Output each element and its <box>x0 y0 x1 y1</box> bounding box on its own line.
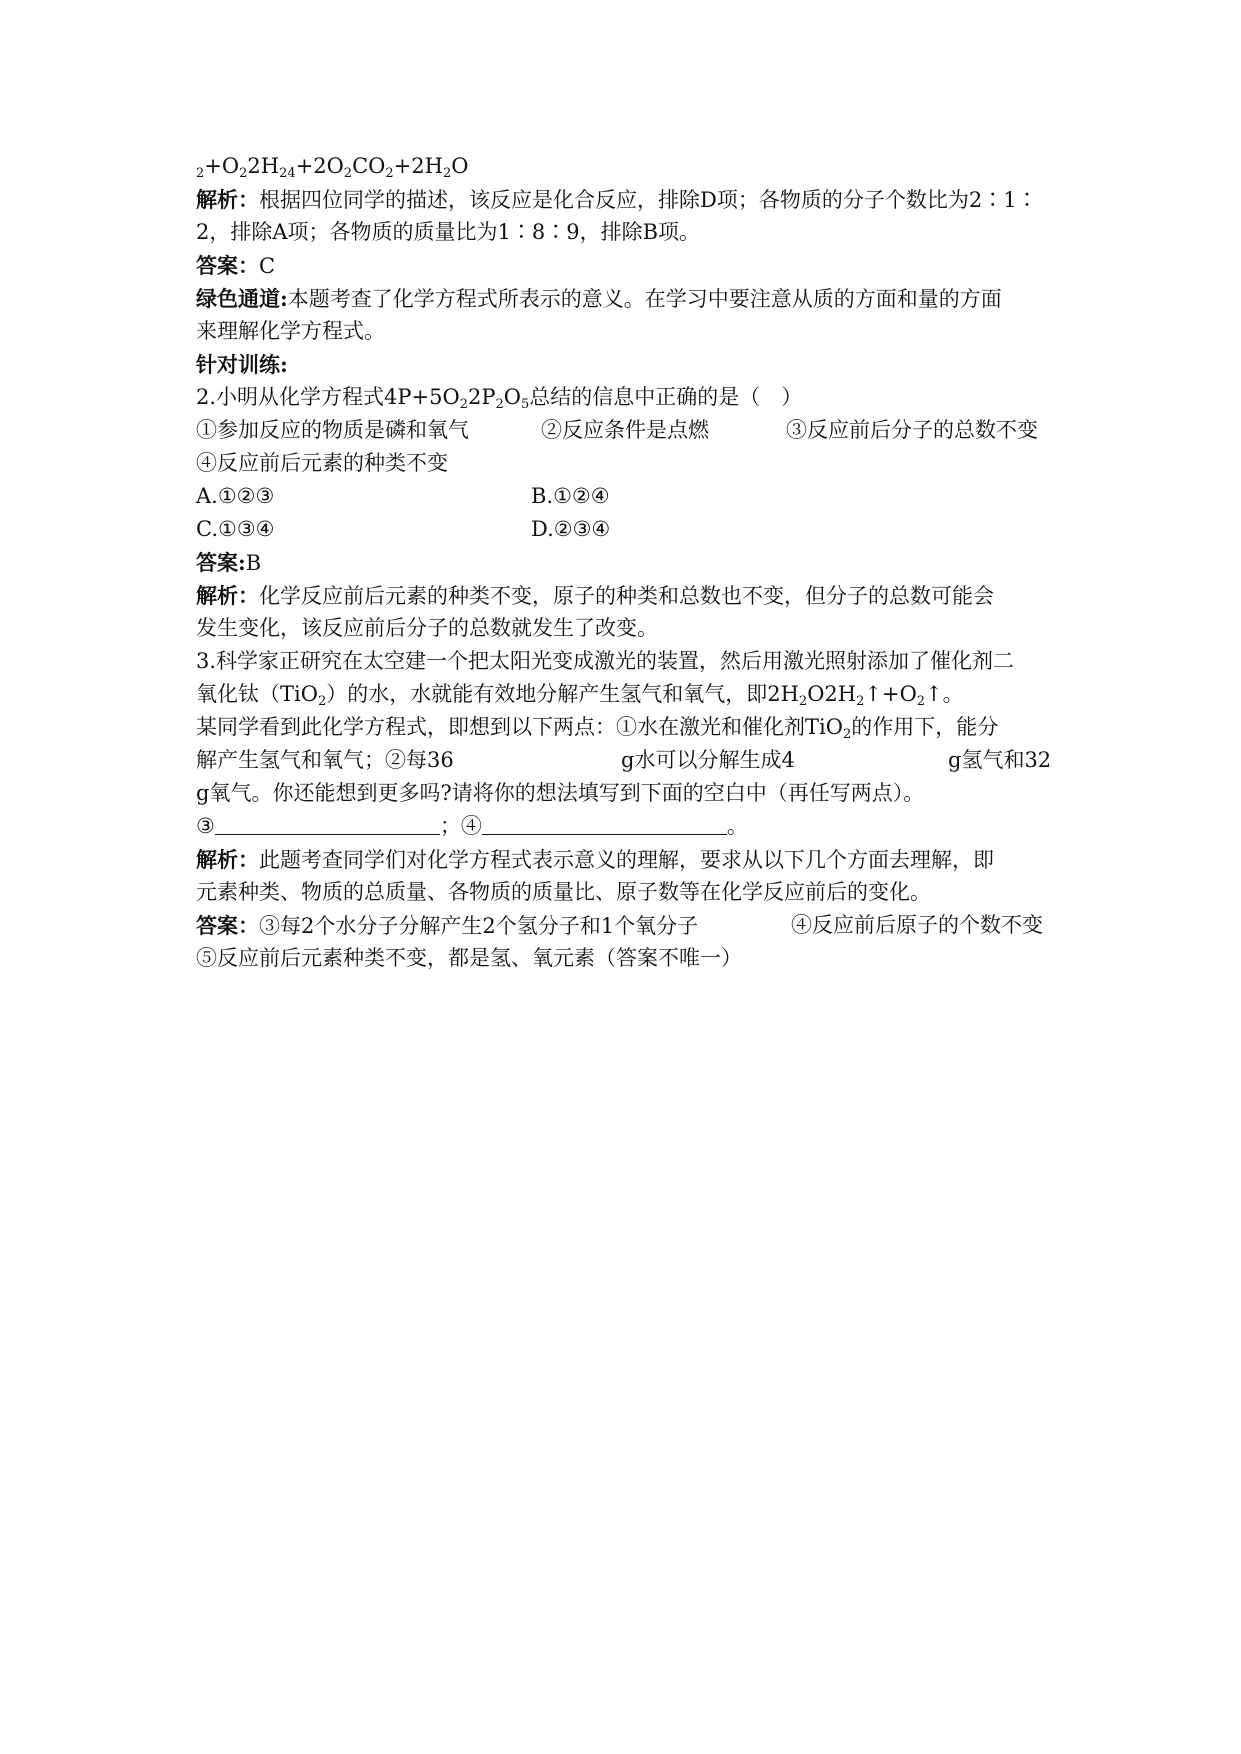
q3-stem-3 <box>196 711 1056 744</box>
analysis-text: 2，排除A项；各物质的质量比为1∶8∶9，排除B项。 <box>196 220 701 244</box>
analysis-label: 解析： <box>196 583 259 608</box>
stem-text: 3.科学家正研究在太空建一个把太阳光变成激光的装置，然后用激光照射添加了催化剂二 <box>196 649 1015 673</box>
subscript: 2 <box>459 397 468 412</box>
stem-text: O2H <box>807 682 857 706</box>
q2-options-row1 <box>196 480 1056 513</box>
subscript: 2 <box>798 694 808 709</box>
training-heading <box>196 348 1056 381</box>
analysis-text: 根据四位同学的描述，该反应是化合反应，排除D项；各物质的分子个数比为2∶1∶ <box>259 188 1038 212</box>
statement-2: ②反应条件是点燃 <box>541 418 709 442</box>
answer-text: ③每2个水分子分解产生2个氢分子和1个氧分子 <box>259 914 699 938</box>
q1-analysis <box>196 183 1056 216</box>
analysis-text: 发生变化，该反应前后分子的总数就发生了改变。 <box>196 616 658 640</box>
subscript: 2 <box>442 166 452 181</box>
q1-green-channel <box>196 282 1056 315</box>
statement-4: ④反应前后元素的种类不变 <box>196 451 448 475</box>
subscript: 2 <box>196 166 205 181</box>
eq-part: CO <box>352 154 386 178</box>
q3-blanks <box>196 810 1056 843</box>
stem-text: ）的水，水就能有效地分解产生氢气和氧气，即2H <box>326 682 799 706</box>
q1-answer <box>196 249 1056 282</box>
subscript: 2 <box>916 694 926 709</box>
q2-items-cont <box>196 447 1056 480</box>
statement-1: ①参加反应的物质是磷和氧气 <box>196 418 469 442</box>
answer-label: 答案： <box>196 253 259 278</box>
option-c: C.①③④ <box>196 517 275 541</box>
q3-stem-4 <box>196 744 1056 777</box>
subscript: 2 <box>495 397 504 412</box>
answer-value: B <box>245 551 262 575</box>
training-label: 针对训练: <box>196 352 288 377</box>
stem-text: 氧化钛（TiO <box>196 682 318 706</box>
q3-answer-cont <box>196 942 1056 975</box>
subscript: 2 <box>239 166 248 181</box>
q3-analysis-cont <box>196 876 1056 909</box>
stem-text: ↑。 <box>925 682 964 706</box>
q1-analysis-cont <box>196 216 1056 249</box>
answer-blank-4[interactable] <box>482 812 727 835</box>
eq-part: +2H <box>393 154 443 178</box>
statement-3: ③反应前后分子的总数不变 <box>786 418 1038 442</box>
subscript: 2 <box>842 727 852 742</box>
subscript: 2 <box>343 166 353 181</box>
subscript: 2 <box>385 166 394 181</box>
option-d: D.②③④ <box>531 517 611 541</box>
stem-text: O <box>503 385 521 409</box>
analysis-text: 化学反应前后元素的种类不变，原子的种类和总数也不变，但分子的总数可能会 <box>259 584 994 608</box>
q3-answer <box>196 909 1056 942</box>
analysis-label: 解析： <box>196 187 259 212</box>
q2-analysis <box>196 579 1056 612</box>
analysis-label: 解析： <box>196 847 259 872</box>
option-a: A.①②③ <box>196 484 275 508</box>
q1-green-channel-cont <box>196 315 1056 348</box>
punctuation: 。 <box>726 814 748 838</box>
answer-value: C <box>259 254 276 278</box>
blank-label-3: ③ <box>196 814 215 838</box>
eq-part: 2H <box>247 154 280 178</box>
subscript: 24 <box>279 166 296 181</box>
q2-analysis-cont <box>196 612 1056 645</box>
subscript: 2 <box>317 694 327 709</box>
q3-stem-5 <box>196 777 1056 810</box>
equation-fragment <box>196 150 1056 183</box>
answer-text: ④反应前后原子的个数不变 <box>791 913 1043 937</box>
document-body <box>196 150 1056 975</box>
q3-analysis <box>196 843 1056 876</box>
subscript: 5 <box>520 397 530 412</box>
stem-text: g氢气和32 <box>948 748 1052 772</box>
green-channel-text: 来理解化学方程式。 <box>196 319 385 343</box>
eq-part: O <box>451 154 469 178</box>
q3-stem-2 <box>196 678 1056 711</box>
stem-text: ↑+O <box>864 682 917 706</box>
stem-text: 2.小明从化学方程式4P+5O <box>196 385 460 409</box>
analysis-text: 元素种类、物质的总质量、各物质的质量比、原子数等在化学反应前后的变化。 <box>196 880 931 904</box>
blank-label-4: ；④ <box>439 814 482 838</box>
q2-items <box>196 414 1056 447</box>
green-channel-label: 绿色通道: <box>196 286 288 311</box>
green-channel-text: 本题考查了化学方程式所表示的意义。在学习中要注意从质的方面和量的方面 <box>287 287 1002 311</box>
stem-text: 总结的信息中正确的是（ ） <box>529 385 803 409</box>
stem-text: 解产生氢气和氧气；②每36 <box>196 748 454 772</box>
stem-text: g氧气。你还能想到更多吗?请将你的想法填写到下面的空白中（再任写两点）。 <box>196 781 925 805</box>
q2-answer <box>196 546 1056 579</box>
q2-stem <box>196 381 1056 414</box>
q3-stem-1 <box>196 645 1056 678</box>
answer-label: 答案： <box>196 913 259 938</box>
stem-text: 2P <box>467 385 496 409</box>
answer-text: ⑤反应前后元素种类不变，都是氢、氧元素（答案不唯一） <box>196 946 742 970</box>
answer-blank-3[interactable] <box>215 812 440 835</box>
answer-label: 答案: <box>196 550 246 575</box>
q2-options-row2 <box>196 513 1056 546</box>
stem-text: g水可以分解生成4 <box>621 748 795 772</box>
option-b: B.①②④ <box>531 484 610 508</box>
stem-text: 某同学看到此化学方程式，即想到以下两点：①水在激光和催化剂TiO <box>196 715 843 739</box>
subscript: 2 <box>856 694 865 709</box>
stem-text: 的作用下，能分 <box>851 715 999 739</box>
eq-part: +O <box>204 154 240 178</box>
analysis-text: 此题考查同学们对化学方程式表示意义的理解，要求从以下几个方面去理解，即 <box>259 848 994 872</box>
eq-part: +2O <box>295 154 344 178</box>
